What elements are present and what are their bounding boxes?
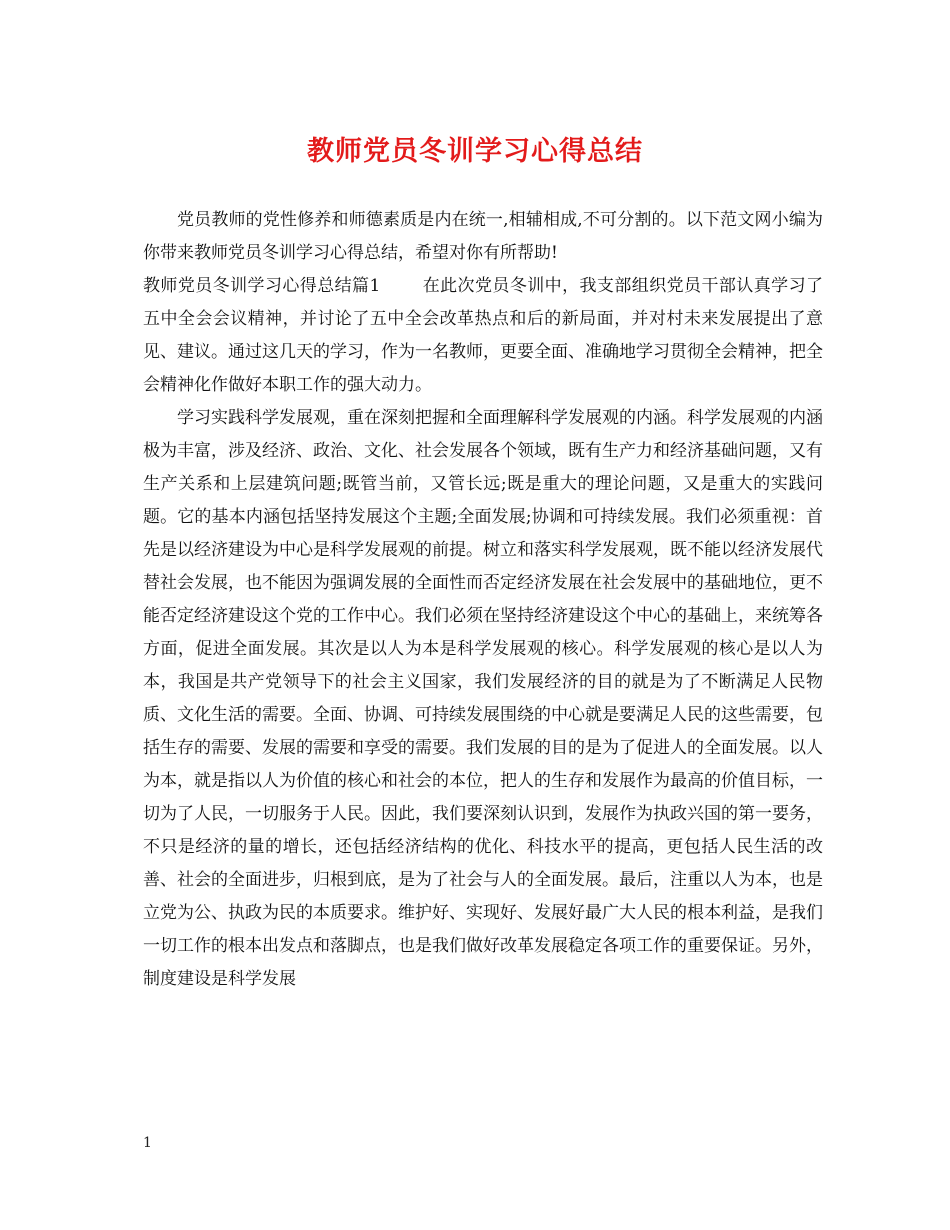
section-first-paragraph: 在此次党员冬训中，我支部组织党员干部认真学习了五中全会会议精神，并讨论了五中全会改革热点和后的新局面，并对村未来发展提出了意见、建议。通过这几天的学习，作为一名教师，更要全面、准确地学习贯彻全会精神，把全会精神化作做好本职工作的强大动力。 (143, 276, 823, 395)
section-heading: 教师党员冬训学习心得总结篇1 (143, 276, 381, 296)
page-number: 1 (143, 1135, 152, 1151)
section-paragraph-1 (143, 270, 823, 402)
intro-paragraph: 党员教师的党性修养和师德素质是内在统一,相辅相成,不可分割的。以下范文网小编为你带来教师党员冬训学习心得总结，希望对你有所帮助! (143, 210, 823, 263)
document-body (143, 204, 823, 996)
page-title: 教师党员冬训学习心得总结 (307, 136, 643, 167)
paragraph-2: 学习实践科学发展观，重在深刻把握和全面理解科学发展观的内涵。科学发展观的内涵极为丰富，涉及经济、政治、文化、社会发展各个领域，既有生产力和经济基础问题，又有生产关系和上层建筑问题;既管当前，又管长远;既是重大的理论问题，又是重大的实践问题。它的基本内涵包括坚持发展这个主题;全面发展;协调和可持续发展。我们必须重视：首先是以经济建设为中心是科学发展观的前提。树立和落实科学发展观，既不能以经济发展代替社会发展，也不能因为强调发展的全面性而否定经济发展在社会发展中的基础地位，更不能否定经济建设这个党的工作中心。我们必须在坚持经济建设这个中心的基础上，来统筹各方面，促进全面发展。其次是以人为本是科学发展观的核心。科学发展观的核心是以人为本，我国是共产党领导下的社会主义国家，我们发展经济的目的就是为了不断满足人民物质、文化生活的需要。全面、协调、可持续发展围绕的中心就是要满足人民的这些需要，包括生存的需要、发展的需要和享受的需要。我们发展的目的是为了促进人的全面发展。以人为本，就是指以人为价值的核心和社会的本位，把人的生存和发展作为最高的价值目标，一切为了人民，一切服务于人民。因此，我们要深刻认识到，发展作为执政兴国的第一要务，不只是经济的量的增长，还包括经济结构的优化、科技水平的提高，更包括人民生活的改善、社会的全面进步，归根到底，是为了社会与人的全面发展。最后，注重以人为本，也是立党为公、执政为民的本质要求。维护好、实现好、发展好最广大人民的根本利益，是我们一切工作的根本出发点和落脚点，也是我们做好改革发展稳定各项工作的重要保证。另外，制度建设是科学发展 (143, 408, 823, 989)
